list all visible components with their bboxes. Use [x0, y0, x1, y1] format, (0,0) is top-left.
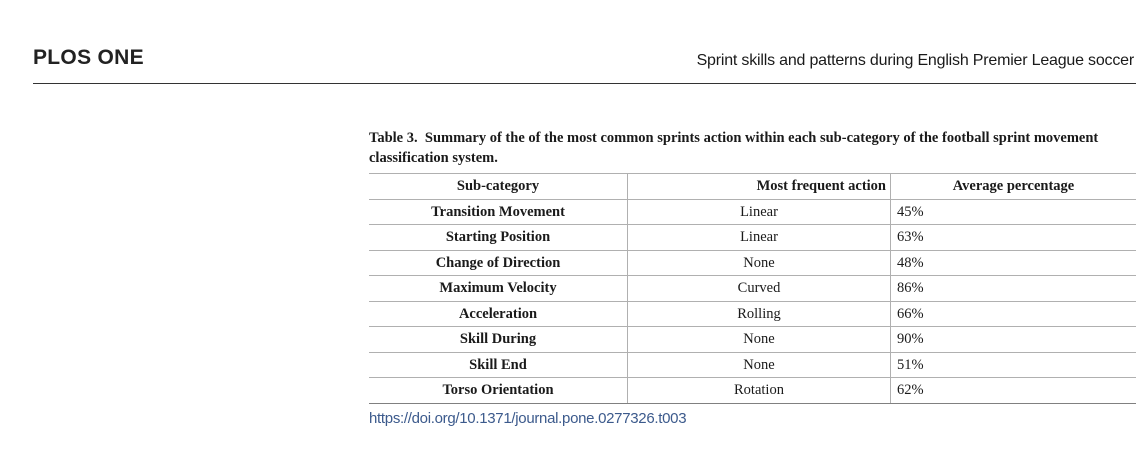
table-caption	[369, 128, 1136, 168]
cell-action: None	[628, 250, 891, 276]
cell-subcategory: Transition Movement	[369, 199, 628, 225]
table-row	[369, 250, 1136, 276]
table-row	[369, 199, 1136, 225]
cell-percentage: 86%	[891, 276, 1136, 302]
cell-percentage: 63%	[891, 225, 1136, 251]
table-row	[369, 276, 1136, 302]
table-row	[369, 301, 1136, 327]
summary-table	[369, 173, 1136, 404]
cell-percentage: 66%	[891, 301, 1136, 327]
cell-percentage: 62%	[891, 378, 1136, 404]
journal-name: PLOS ONE	[33, 46, 144, 69]
running-title: Sprint skills and patterns during English Premier League soccer	[696, 52, 1134, 69]
cell-action: Rolling	[628, 301, 891, 327]
cell-percentage: 45%	[891, 199, 1136, 225]
table-row	[369, 352, 1136, 378]
cell-subcategory: Starting Position	[369, 225, 628, 251]
cell-action: Rotation	[628, 378, 891, 404]
cell-subcategory: Acceleration	[369, 301, 628, 327]
doi-link[interactable]: https://doi.org/10.1371/journal.pone.0277326.t003	[369, 410, 687, 427]
cell-subcategory: Torso Orientation	[369, 378, 628, 404]
cell-action: None	[628, 352, 891, 378]
table-row	[369, 225, 1136, 251]
cell-action: Linear	[628, 199, 891, 225]
cell-action: Linear	[628, 225, 891, 251]
table-row	[369, 327, 1136, 353]
cell-percentage: 90%	[891, 327, 1136, 353]
column-header-action: Most frequent action	[628, 174, 891, 200]
cell-subcategory: Change of Direction	[369, 250, 628, 276]
table-header-row	[369, 174, 1136, 200]
table-label: Table 3.	[369, 130, 418, 146]
column-header-percentage: Average percentage	[891, 174, 1136, 200]
cell-subcategory: Skill During	[369, 327, 628, 353]
cell-action: Curved	[628, 276, 891, 302]
table-row	[369, 378, 1136, 404]
cell-subcategory: Maximum Velocity	[369, 276, 628, 302]
table-caption-text: Summary of the of the most common sprints action within each sub-category of the football sprint movement classification system.	[369, 130, 1099, 166]
cell-action: None	[628, 327, 891, 353]
cell-subcategory: Skill End	[369, 352, 628, 378]
header-divider	[33, 83, 1136, 84]
column-header-subcategory: Sub-category	[369, 174, 628, 200]
cell-percentage: 51%	[891, 352, 1136, 378]
cell-percentage: 48%	[891, 250, 1136, 276]
